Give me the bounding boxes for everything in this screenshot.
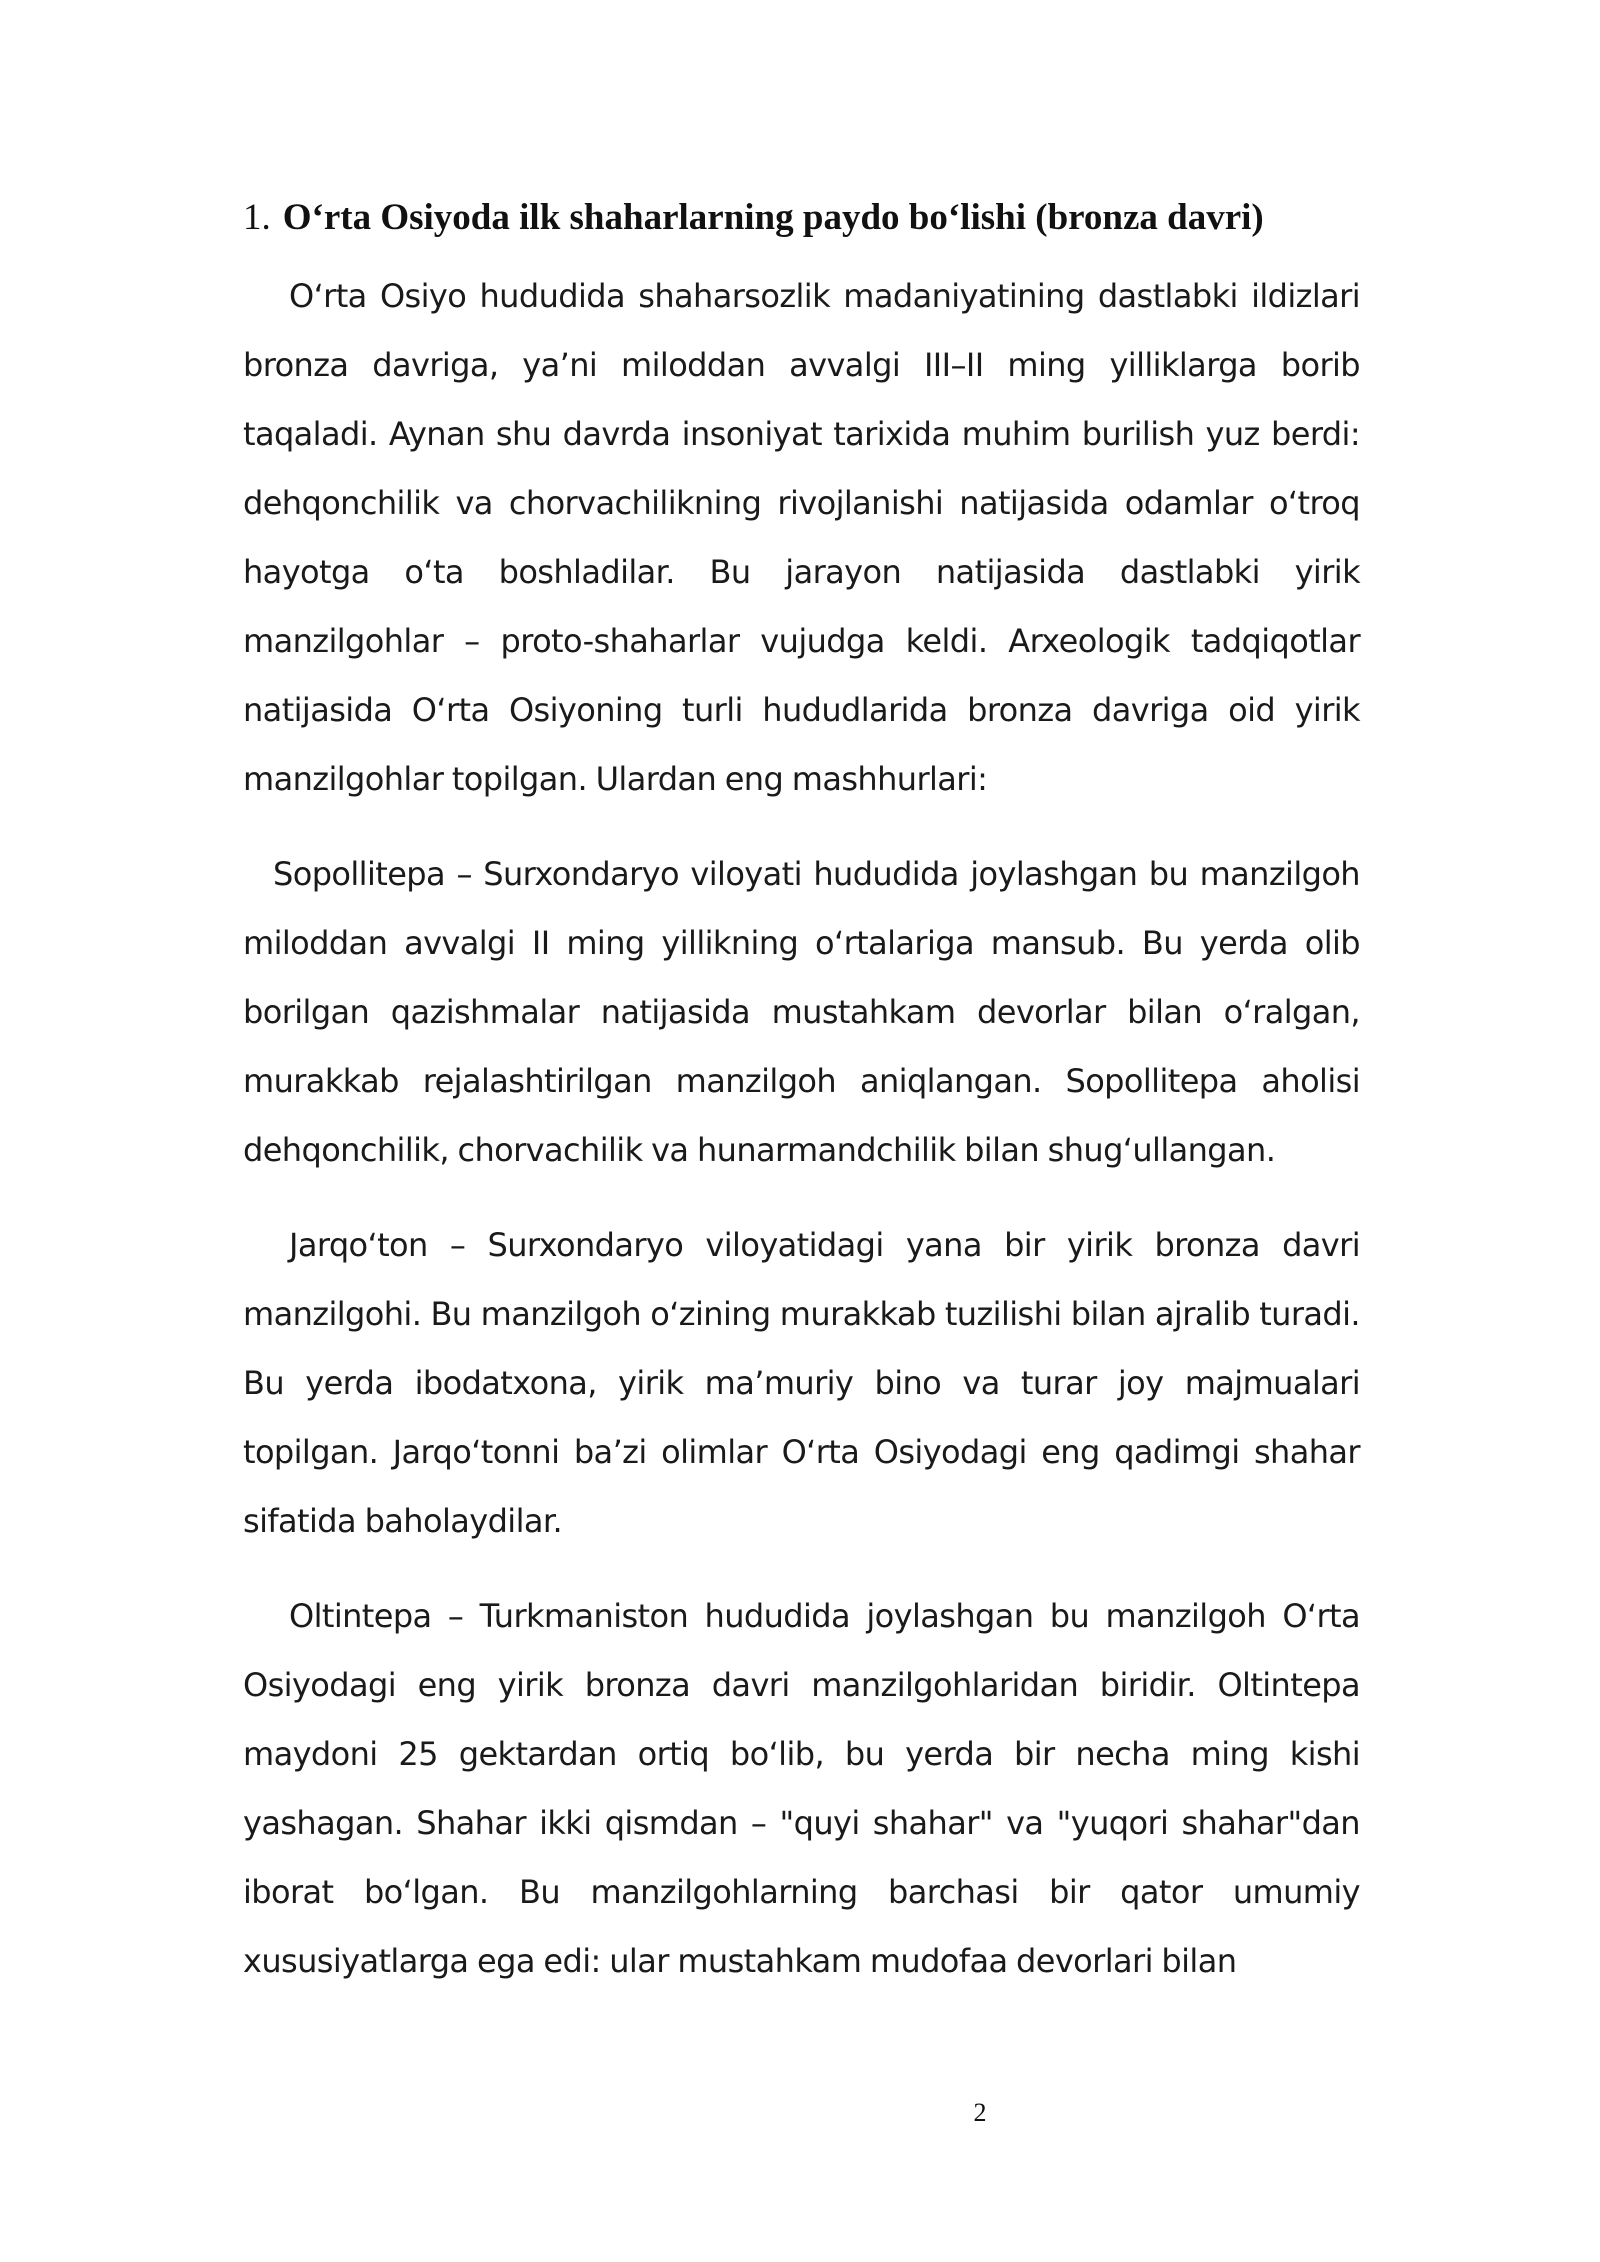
page-content: [243, 188, 1360, 2022]
paragraph-jarqoton: Jarqo‘ton – Surxondaryo viloyatidagi yana bir yirik bronza davri manzilgohi. Bu manzilgoh o‘zining murakkab tuzilishi bilan ajralib turadi. Bu yerda ibodatxona, yirik ma’muriy bino va turar joy majmualari topilgan. Jarqo‘tonni ba’zi olimlar O‘rta Osiyodagi eng qadimgi shahar sifatida baholaydilar.: [243, 1226, 1360, 1540]
section-heading: [243, 188, 1360, 248]
page-number: 2: [973, 2098, 987, 2127]
paragraph-intro: O‘rta Osiyo hududida shaharsozlik madaniyatining dastlabki ildizlari bronza davriga, ya’ni miloddan avvalgi III–II ming yilliklarga borib taqaladi. Aynan shu davrda insoniyat tarixida muhim burilish yuz berdi: dehqonchilik va chorvachilikning rivojlanishi natijasida odamlar o‘troq hayotga o‘ta boshladilar. Bu jarayon natijasida dastlabki yirik manzilgohlar – proto-shaharlar vujudga keldi. Arxeologik tadqiqotlar natijasida O‘rta Osiyoning turli hududlarida bronza davriga oid yirik manzilgohlar topilgan. Ulardan eng mashhurlari:: [243, 277, 1360, 798]
heading-number: 1.: [243, 197, 271, 238]
heading-title: O‘rta Osiyoda ilk shaharlarning paydo bo‘lishi (bronza davri): [282, 197, 1264, 238]
paragraph-sopollitepa: Sopollitepa – Surxondaryo viloyati hududida joylashgan bu manzilgoh miloddan avvalgi II ming yillikning o‘rtalariga mansub. Bu yerda olib borilgan qazishmalar natijasida mustahkam devorlar bilan o‘ralgan, murakkab rejalashtirilgan manzilgoh aniqlangan. Sopollitepa aholisi dehqonchilik, chorvachilik va hunarmandchilik bilan shug‘ullangan.: [243, 855, 1360, 1169]
paragraph-oltintepa: Oltintepa – Turkmaniston hududida joylashgan bu manzilgoh O‘rta Osiyodagi eng yirik bronza davri manzilgohlaridan biridir. Oltintepa maydoni 25 gektardan ortiq bo‘lib, bu yerda bir necha ming kishi yashagan. Shahar ikki qismdan – "quyi shahar" va "yuqori shahar"dan iborat bo‘lgan. Bu manzilgohlarning barchasi bir qator umumiy xususiyatlarga ega edi: ular mustahkam mudofaa devorlari bilan: [243, 1597, 1360, 1980]
